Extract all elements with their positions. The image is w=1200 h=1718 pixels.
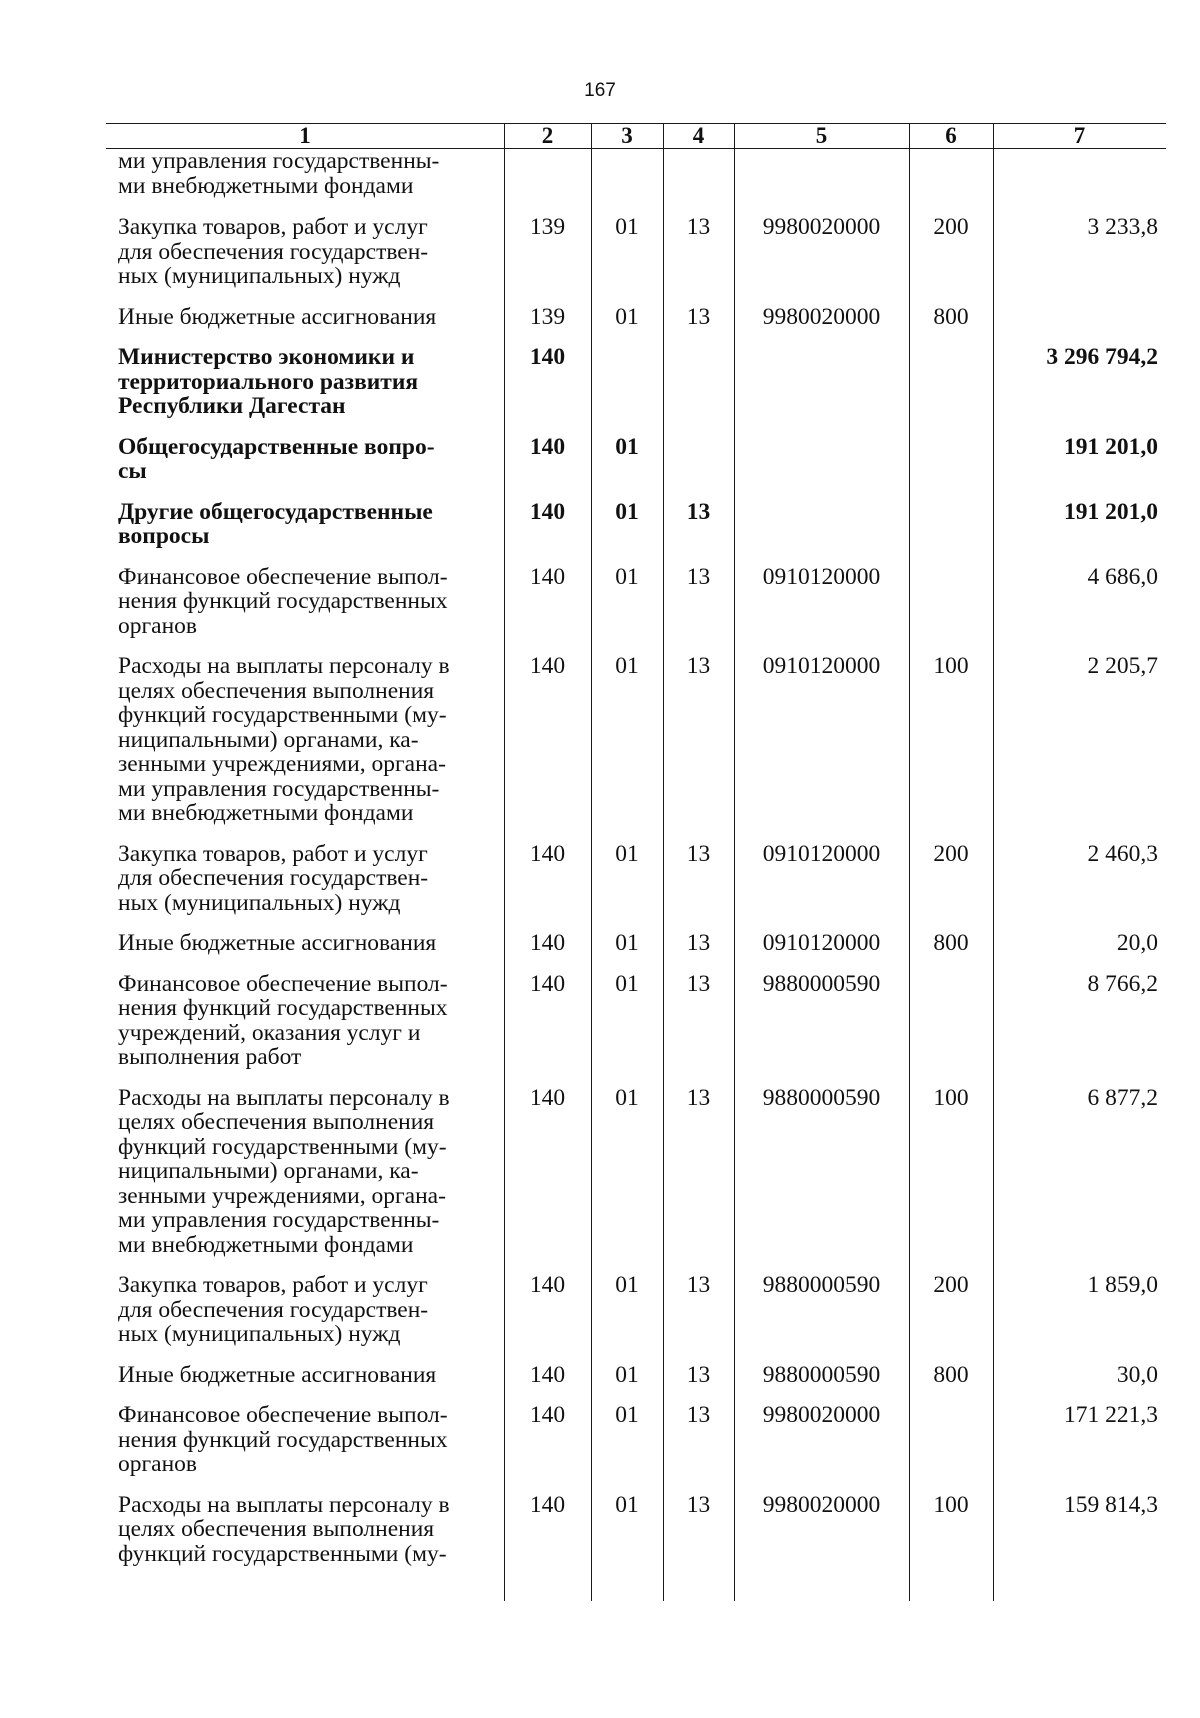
cell-subsection: 13 [686,930,711,956]
cell-amount: 2 460,3 [1087,840,1158,867]
row-label: Финансовое обеспечение выпол- нения функций государственных органов [118,1402,448,1477]
budget-table-wrapper [106,123,1166,1601]
cell-expense-type: 100 [933,1491,969,1518]
cell-section: 01 [615,214,639,240]
cell-admin-code: 140 [529,1361,566,1388]
cell-admin-code: 140 [529,653,566,679]
cell-amount: 3 233,8 [1087,214,1158,240]
cell-expense-type: 800 [933,930,969,956]
cell-expense-type [909,565,993,655]
cell-target-article: 9980020000 [762,303,881,330]
cell-section: 01 [615,1084,639,1111]
row-label: Расходы на выплаты персоналу в целях обеспечения выполнения функций государственными (му- [118,1491,450,1567]
cell-admin-code: 140 [529,498,566,525]
cell-admin-code: 139 [529,303,566,330]
cell-target-article: 9880000590 [762,1084,881,1111]
table-row [106,1493,1166,1583]
cell-amount [993,305,1166,346]
cell-admin-code: 140 [529,1402,566,1428]
header-col-5: 5 [734,124,909,149]
cell-amount: 4 686,0 [1087,563,1158,590]
cell-amount: 6 877,2 [1087,1084,1158,1111]
cell-expense-type: 800 [933,303,969,330]
row-label: Иные бюджетные ассигнования [118,1361,437,1388]
header-col-4: 4 [663,124,734,149]
table-row [106,1363,1166,1404]
table-row [106,1403,1166,1493]
table-row [106,842,1166,932]
cell-target-article [734,149,909,216]
cell-expense-type [909,149,993,216]
cell-admin-code: 140 [529,1084,566,1111]
cell-subsection: 13 [686,1402,711,1428]
table-row [106,565,1166,655]
cell-expense-type [909,345,993,435]
table-row [106,149,1166,216]
cell-section: 01 [615,1361,639,1388]
row-label: ми управления государственны- ми внебюджетными фондами [118,148,440,199]
row-label: Министерство экономики и территориального развития Республики Дагестан [118,344,419,419]
cell-admin-code: 140 [529,1272,566,1298]
cell-expense-type [909,500,993,565]
cell-expense-type: 200 [933,840,969,867]
cell-subsection: 13 [686,970,711,997]
table-row [106,345,1166,435]
table-header-row [106,124,1166,149]
row-label: Расходы на выплаты персоналу в целях обеспечения выполнения функций государственными (му- ниципальными) органами, ка- зенными учреждениями, органа- ми управления государственны- ми внебюджетными фондами [118,653,450,826]
cell-subsection [663,149,734,216]
cell-amount: 20,0 [1116,930,1158,956]
cell-target-article: 0910120000 [762,653,881,679]
cell-section: 01 [615,930,639,956]
header-col-2: 2 [504,124,591,149]
cell-target-article [734,345,909,435]
row-label: Закупка товаров, работ и услуг для обеспечения государствен- ных (муниципальных) нужд [118,214,429,289]
cell-amount: 191 201,0 [1064,433,1158,460]
cell-expense-type: 800 [933,1361,969,1388]
header-col-3: 3 [591,124,663,149]
cell-amount: 30,0 [1116,1361,1158,1388]
row-label: Общегосударственные вопро- сы [118,433,435,484]
cell-target-article: 0910120000 [762,930,881,956]
table-row [106,435,1166,500]
table-row [106,972,1166,1086]
table-row [106,654,1166,842]
cell-admin-code: 140 [529,344,566,370]
table-row [106,500,1166,565]
cell-target-article: 9980020000 [762,1402,881,1428]
cell-target-article: 9880000590 [762,1361,881,1388]
cell-admin-code: 139 [529,214,566,240]
cell-section [591,149,663,216]
header-col-7: 7 [993,124,1166,149]
table-row [106,931,1166,972]
cell-subsection: 13 [686,1491,711,1518]
cell-target-article [734,435,909,500]
cell-subsection: 13 [686,214,711,240]
header-col-6: 6 [909,124,993,149]
cell-subsection: 13 [686,653,711,679]
cell-subsection: 13 [686,1084,711,1111]
cell-expense-type: 200 [933,214,969,240]
table-row [106,1273,1166,1363]
cell-amount: 171 221,3 [1064,1402,1158,1428]
cell-subsection [663,435,734,500]
cell-section: 01 [615,840,639,867]
cell-target-article: 0910120000 [762,563,881,590]
cell-admin-code: 140 [529,563,566,590]
row-label: Закупка товаров, работ и услуг для обеспечения государствен- ных (муниципальных) нужд [118,840,429,916]
cell-subsection: 13 [686,1361,711,1388]
table-row [106,1086,1166,1274]
table-row [106,215,1166,305]
cell-amount: 3 296 794,2 [1046,344,1158,370]
cell-section: 01 [615,1272,639,1298]
cell-section: 01 [615,563,639,590]
cell-amount [993,149,1166,216]
row-label: Иные бюджетные ассигнования [118,930,437,956]
row-label: Финансовое обеспечение выпол- нения функций государственных учреждений, оказания услуг и выполнения работ [118,970,448,1070]
cell-section: 01 [615,433,639,460]
cell-subsection: 13 [686,840,711,867]
cell-expense-type [909,972,993,1086]
cell-admin-code: 140 [529,433,566,460]
cell-subsection: 13 [686,1272,711,1298]
cell-amount: 1 859,0 [1087,1272,1158,1298]
cell-admin-code: 140 [529,1491,566,1518]
cell-target-article: 9880000590 [762,1272,881,1298]
row-label: Расходы на выплаты персоналу в целях обеспечения выполнения функций государственными (му- ниципальными) органами, ка- зенными учреждениями, органа- ми управления государственны- ми внебюджетными фондами [118,1084,450,1258]
cell-admin-code: 140 [529,840,566,867]
cell-section: 01 [615,1491,639,1518]
cell-expense-type: 200 [933,1272,969,1298]
cell-admin-code [504,149,591,216]
cell-subsection: 13 [686,498,711,525]
cell-target-article: 9980020000 [762,1491,881,1518]
cell-amount: 191 201,0 [1064,498,1158,525]
cell-subsection: 13 [686,303,711,330]
cell-admin-code: 140 [529,970,566,997]
cell-amount: 8 766,2 [1087,970,1158,997]
cell-expense-type [909,1403,993,1493]
cell-subsection: 13 [686,563,711,590]
cell-amount: 2 205,7 [1087,653,1158,679]
cell-section: 01 [615,498,639,525]
row-label: Финансовое обеспечение выпол- нения функций государственных органов [118,563,448,639]
cell-subsection [663,345,734,435]
cell-target-article: 9880000590 [762,970,881,997]
cell-target-article: 9980020000 [762,214,881,240]
header-col-1: 1 [106,124,504,149]
table-row [106,305,1166,346]
row-label: Другие общегосударственные вопросы [118,498,433,549]
cell-target-article [734,500,909,565]
page-number: 167 [584,80,616,101]
row-label: Закупка товаров, работ и услуг для обеспечения государствен- ных (муниципальных) нужд [118,1272,429,1347]
cell-expense-type: 100 [933,1084,969,1111]
row-label: Иные бюджетные ассигнования [118,303,437,330]
cell-section: 01 [615,1402,639,1428]
cell-section [591,345,663,435]
cell-section: 01 [615,970,639,997]
cell-expense-type [909,435,993,500]
cell-section: 01 [615,653,639,679]
cell-amount: 159 814,3 [1064,1491,1158,1518]
cell-target-article: 0910120000 [762,840,881,867]
cell-expense-type: 100 [933,653,969,679]
budget-table [106,123,1166,1582]
cell-section: 01 [615,303,639,330]
cell-admin-code: 140 [529,930,566,956]
